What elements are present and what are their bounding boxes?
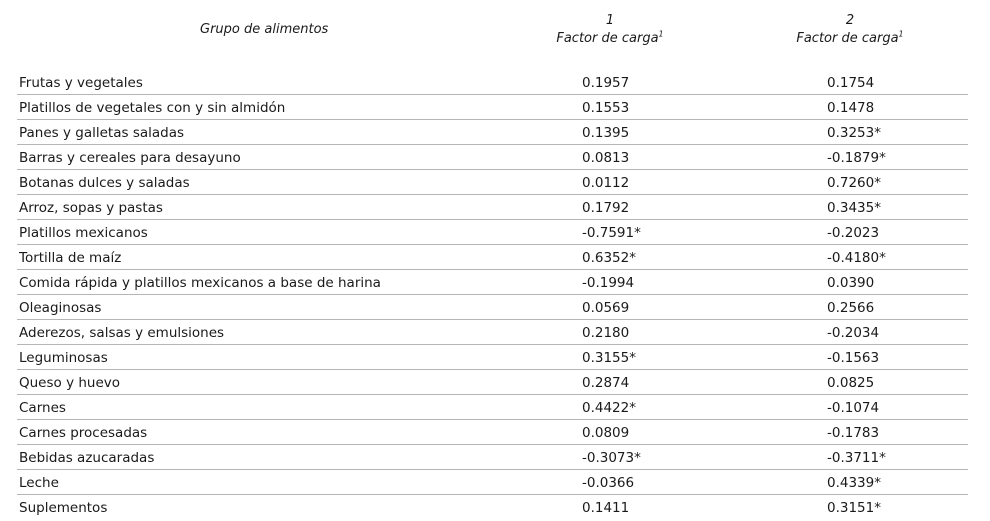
table-row [17,370,968,395]
table-row [17,270,968,295]
factor-1-value: 0.1395 [582,125,630,141]
factor-2-value: -0.1563 [827,350,880,366]
table-row [17,445,968,470]
factor-2-value: 0.3151* [827,500,881,516]
table-row [17,145,968,170]
table-row [17,345,968,370]
table-header [0,0,990,70]
factor-1-label: Factor de carga [556,31,659,46]
factor-1-value: -0.1994 [582,275,635,291]
food-group-cell: Leguminosas [19,350,108,366]
table-row [17,245,968,270]
column-header-food-group: Grupo de alimentos [200,22,329,37]
factor-2-value: 0.3435* [827,200,881,216]
factor-2-value: -0.3711* [827,450,886,466]
factor-2-value: 0.3253* [827,125,881,141]
factor-1-value: 0.1411 [582,500,630,516]
food-group-cell: Botanas dulces y saladas [19,175,190,191]
food-group-cell: Frutas y vegetales [19,75,143,91]
food-group-cell: Suplementos [19,500,108,516]
factor-2-value: 0.4339* [827,475,881,491]
table-row [17,320,968,345]
factor-1-value: 0.0112 [582,175,630,191]
factor-2-value: -0.1074 [827,400,880,416]
table-row [17,295,968,320]
factor-1-value: -0.0366 [582,475,635,491]
food-group-cell: Bebidas azucaradas [19,450,155,466]
factor-1-value: 0.4422* [582,400,636,416]
factor-1-value: 0.0569 [582,300,630,316]
food-group-cell: Carnes [19,400,66,416]
factor-2-value: 0.0825 [827,375,875,391]
column-header-factor-1 [540,12,680,48]
food-group-cell: Leche [19,475,59,491]
factor-1-value: 0.3155* [582,350,636,366]
factor-1-value: -0.7591* [582,225,641,241]
factor-1-footnote-mark: 1 [658,29,664,39]
food-group-cell: Arroz, sopas y pastas [19,200,163,216]
factor-1-value: 0.1553 [582,100,630,116]
factor-2-value: 0.2566 [827,300,875,316]
food-group-cell: Carnes procesadas [19,425,148,441]
table-row [17,120,968,145]
table-row [17,470,968,495]
food-group-cell: Queso y huevo [19,375,121,391]
table-row [17,395,968,420]
factor-1-value: 0.1957 [582,75,630,91]
factor-2-value: -0.2034 [827,325,880,341]
factor-2-footnote-mark: 1 [898,29,904,39]
factor-2-value: 0.1754 [827,75,875,91]
table-row [17,420,968,445]
factor-2-value: 0.0390 [827,275,875,291]
table-row [17,195,968,220]
table-row [17,495,968,520]
factor-1-number: 1 [605,13,615,28]
table-row [17,95,968,120]
food-group-cell: Platillos de vegetales con y sin almidón [19,100,286,116]
table-row [17,170,968,195]
table-row [17,70,968,95]
factor-2-number: 2 [845,13,855,28]
factor-2-value: 0.1478 [827,100,875,116]
factor-1-value: 0.1792 [582,200,630,216]
food-group-cell: Aderezos, salsas y emulsiones [19,325,225,341]
factor-2-value: -0.1879* [827,150,886,166]
factor-1-value: -0.3073* [582,450,641,466]
column-header-factor-2 [780,12,920,48]
factor-1-value: 0.6352* [582,250,636,266]
factor-2-label: Factor de carga [796,31,899,46]
factor-1-value: 0.0813 [582,150,630,166]
factor-2-value: -0.4180* [827,250,886,266]
table-row [17,220,968,245]
factor-1-value: 0.2180 [582,325,630,341]
factor-2-value: -0.2023 [827,225,880,241]
factor-1-value: 0.0809 [582,425,630,441]
food-group-cell: Comida rápida y platillos mexicanos a base de harina [19,275,381,291]
food-group-cell: Barras y cereales para desayuno [19,150,241,166]
factor-1-value: 0.2874 [582,375,630,391]
table-body [17,70,968,520]
factor-2-value: -0.1783 [827,425,880,441]
food-group-cell: Tortilla de maíz [19,250,122,266]
food-group-cell: Panes y galletas saladas [19,125,185,141]
food-group-cell: Oleaginosas [19,300,102,316]
food-group-cell: Platillos mexicanos [19,225,148,241]
factor-2-value: 0.7260* [827,175,881,191]
